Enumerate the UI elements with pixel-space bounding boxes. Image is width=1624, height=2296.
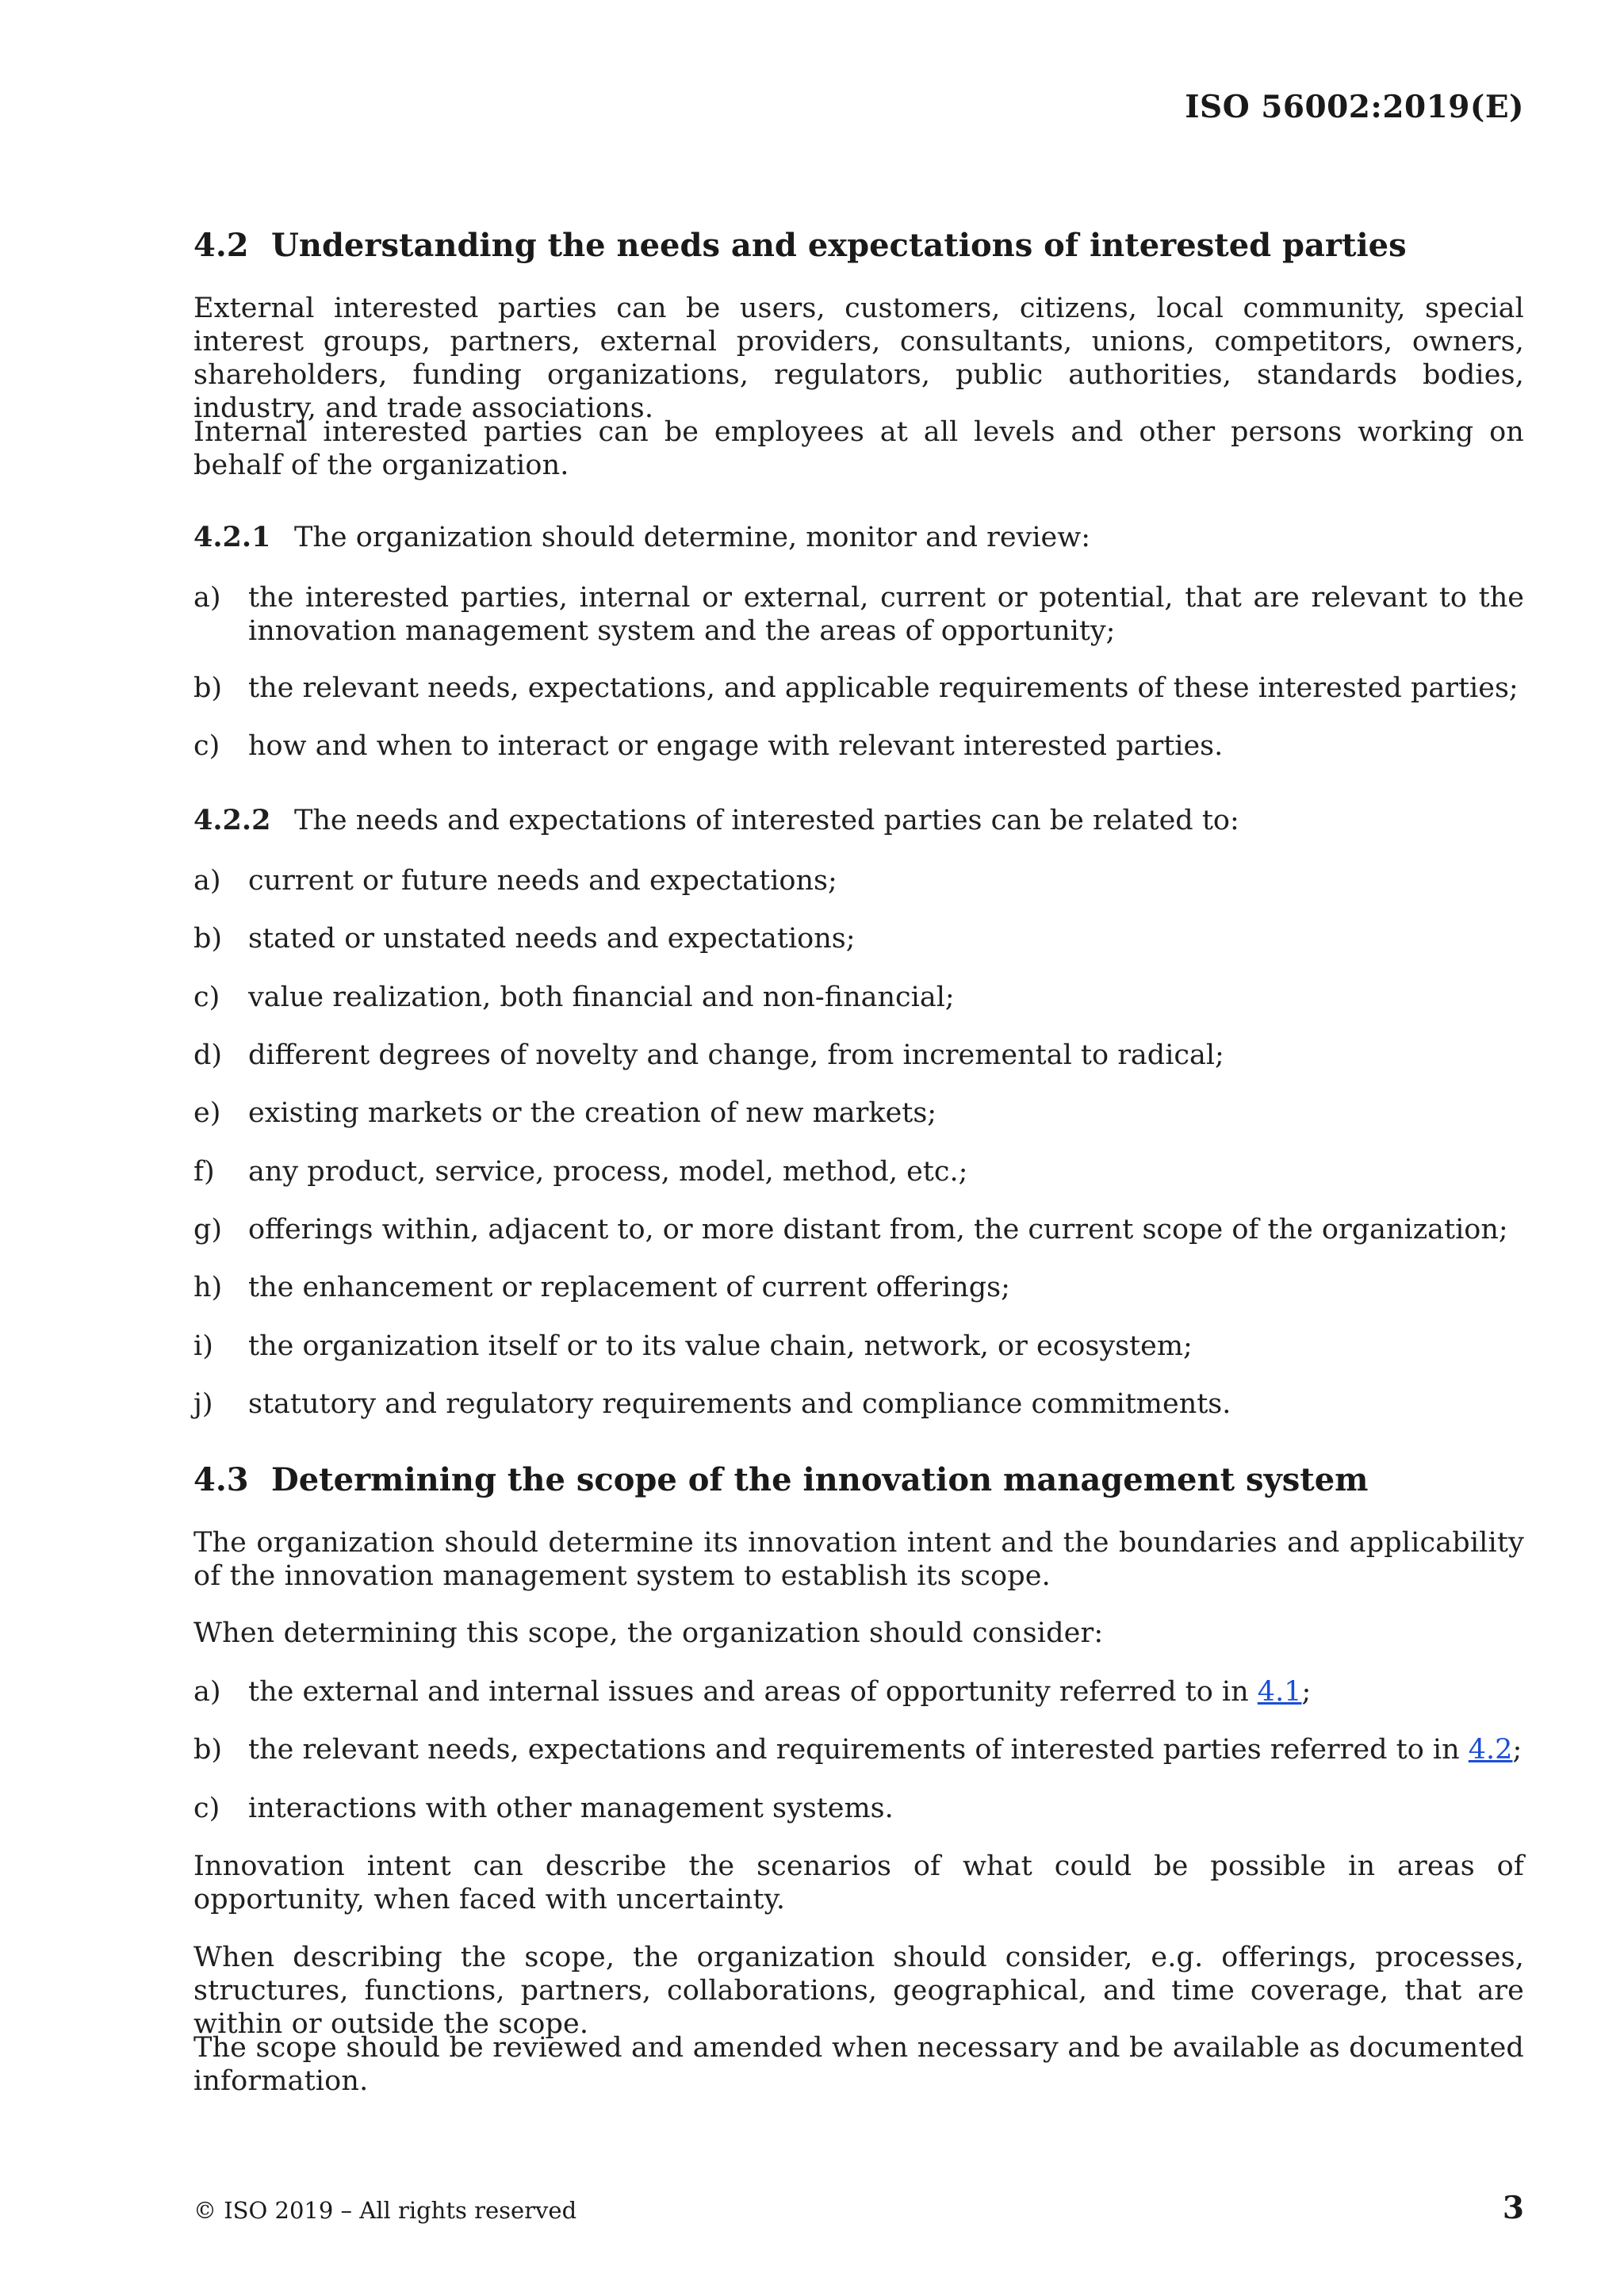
list-item-text: different degrees of novelty and change, from incremental to radical; bbox=[248, 1039, 1224, 1071]
list-item-letter: i) bbox=[193, 1330, 213, 1362]
list-item-letter: a) bbox=[193, 1676, 221, 1708]
list-item-text-part: the external and internal issues and areas of opportunity referred to in bbox=[248, 1676, 1258, 1708]
list-item-text: the relevant needs, expectations, and applicable requirements of these interested parties; bbox=[248, 672, 1519, 704]
section-number: 4.2 bbox=[193, 227, 249, 264]
paragraph-scope-intent: The organization should determine its innovation intent and the boundaries and applicability of the innovation management system to establish its scope. bbox=[193, 1527, 1524, 1592]
list-item-text: the organization itself or to its value chain, network, or ecosystem; bbox=[248, 1330, 1193, 1362]
paragraph-innovation-intent: Innovation intent can describe the scenarios of what could be possible in areas of opportunity, when faced with uncertainty. bbox=[193, 1850, 1524, 1915]
list-item-text: current or future needs and expectations; bbox=[248, 865, 837, 897]
list-item-letter: a) bbox=[193, 582, 221, 614]
copyright-notice: © ISO 2019 – All rights reserved bbox=[193, 2197, 577, 2224]
paragraph-external-parties: External interested parties can be users, customers, citizens, local community, special interest groups, partners, external providers, consultants, unions, competitors, owners, shareholders, funding organizations, regulators, public authorities, standards bodies, industry, and trade associations. bbox=[193, 293, 1524, 424]
list-item-text: offerings within, adjacent to, or more distant from, the current scope of the organization; bbox=[248, 1214, 1508, 1246]
list-item-letter: a) bbox=[193, 865, 221, 897]
subclause-number: 4.2.1 bbox=[193, 521, 271, 553]
list-item-letter: j) bbox=[193, 1388, 213, 1420]
paragraph-scope-consider: When determining this scope, the organization should consider: bbox=[193, 1617, 1104, 1649]
list-item-text: the interested parties, internal or external, current or potential, that are relevant to the innovation management system and the areas of opportunity; bbox=[248, 582, 1524, 647]
paragraph-scope-review: The scope should be reviewed and amended when necessary and be available as documented information. bbox=[193, 2032, 1524, 2097]
list-item-punctuation: ; bbox=[1301, 1676, 1312, 1708]
list-item-letter: f) bbox=[193, 1156, 215, 1188]
list-item-text: the enhancement or replacement of current offerings; bbox=[248, 1272, 1010, 1303]
section-title: Determining the scope of the innovation management system bbox=[271, 1461, 1369, 1498]
list-item-letter: b) bbox=[193, 1734, 223, 1766]
paragraph-internal-parties: Internal interested parties can be employees at all levels and other persons working on behalf of the organization. bbox=[193, 416, 1524, 481]
list-item-letter: c) bbox=[193, 1793, 220, 1824]
clause-link-4-1[interactable]: 4.1 bbox=[1257, 1676, 1302, 1708]
list-item-text: any product, service, process, model, method, etc.; bbox=[248, 1156, 968, 1188]
list-item-text: existing markets or the creation of new markets; bbox=[248, 1097, 937, 1129]
list-item-punctuation: ; bbox=[1512, 1734, 1522, 1766]
list-item-text: stated or unstated needs and expectations; bbox=[248, 923, 856, 955]
document-identifier: ISO 56002:2019(E) bbox=[1185, 89, 1524, 125]
list-item-letter: d) bbox=[193, 1039, 223, 1071]
list-item-letter: g) bbox=[193, 1214, 223, 1246]
list-item-letter: e) bbox=[193, 1097, 221, 1129]
list-item-letter: c) bbox=[193, 730, 220, 762]
subclause-4-2-2 bbox=[193, 804, 1239, 837]
section-heading-4-2 bbox=[193, 227, 1407, 265]
section-title: Understanding the needs and expectations of interested parties bbox=[271, 227, 1407, 264]
clause-link-4-2[interactable]: 4.2 bbox=[1468, 1734, 1513, 1766]
list-item-text: statutory and regulatory requirements and compliance commitments. bbox=[248, 1388, 1231, 1420]
page-number: 3 bbox=[1502, 2190, 1524, 2226]
list-item-letter: b) bbox=[193, 672, 223, 704]
list-item-letter: c) bbox=[193, 982, 220, 1013]
list-item-text-part: the relevant needs, expectations and requirements of interested parties referred to in bbox=[248, 1734, 1469, 1766]
subclause-4-2-1 bbox=[193, 521, 1090, 554]
list-item-text bbox=[248, 1675, 1524, 1709]
list-item-text: interactions with other management systems. bbox=[248, 1793, 894, 1824]
section-number: 4.3 bbox=[193, 1461, 249, 1498]
paragraph-describing-scope: When describing the scope, the organization should consider, e.g. offerings, processes, structures, functions, partners, collaborations, geographical, and time coverage, that are within or outside the scope. bbox=[193, 1942, 1524, 2040]
list-item-text: value realization, both financial and non-financial; bbox=[248, 982, 955, 1013]
list-item-text: how and when to interact or engage with relevant interested parties. bbox=[248, 730, 1224, 762]
list-item-letter: h) bbox=[193, 1272, 223, 1303]
subclause-intro: The needs and expectations of interested parties can be related to: bbox=[294, 805, 1239, 836]
list-item-text bbox=[248, 1733, 1524, 1766]
subclause-number: 4.2.2 bbox=[193, 804, 271, 836]
section-heading-4-3 bbox=[193, 1461, 1369, 1499]
subclause-intro: The organization should determine, monitor and review: bbox=[294, 522, 1090, 553]
list-item-letter: b) bbox=[193, 923, 223, 955]
